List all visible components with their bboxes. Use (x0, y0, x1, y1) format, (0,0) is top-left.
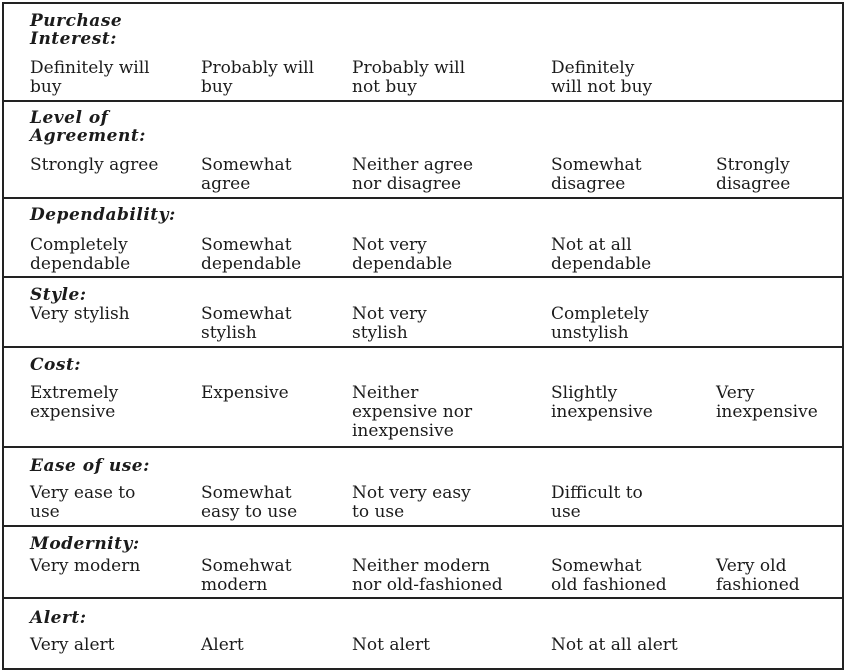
scale-option: Extremely expensive (30, 383, 119, 422)
scale-option: Definitely will buy (30, 58, 150, 97)
scale-option: Not very dependable (352, 235, 453, 274)
scale-option: Completely dependable (30, 235, 131, 274)
scale-option: Very inexpensive (716, 383, 818, 422)
scale-option: Not at all dependable (551, 235, 652, 274)
scale-option: Definitely will not buy (551, 58, 653, 97)
scale-option: Very stylish (30, 304, 130, 324)
scale-option: Difficult to use (551, 483, 643, 522)
scale-option: Slightly inexpensive (551, 383, 653, 422)
section-heading: Purchase Interest: (30, 11, 123, 49)
scale-option: Neither expensive nor inexpensive (352, 383, 473, 441)
section-cost (4, 348, 842, 448)
scale-option: Very ease to use (30, 483, 136, 522)
scale-option: Very modern (30, 556, 141, 576)
scale-option: Neither agree nor disagree (352, 155, 474, 194)
section-alert (4, 599, 842, 670)
scale-option: Not very easy to use (352, 483, 471, 522)
scale-option: Probably will buy (201, 58, 315, 97)
scale-option: Expensive (201, 383, 289, 403)
scale-option: Somewhat agree (201, 155, 292, 194)
scale-option: Probably will not buy (352, 58, 466, 97)
scale-option: Strongly agree (30, 155, 159, 175)
rating-scale-table (2, 2, 844, 670)
scale-option: Strongly disagree (716, 155, 791, 194)
section-heading: Style: (30, 285, 87, 305)
scale-option: Somehwat modern (201, 556, 292, 595)
section-modernity (4, 527, 842, 599)
scale-option: Somewhat easy to use (201, 483, 298, 522)
scale-option: Not at all alert (551, 635, 678, 655)
scale-option: Alert (201, 635, 244, 655)
scale-option: Not very stylish (352, 304, 427, 343)
scale-option: Somewhat old fashioned (551, 556, 667, 595)
section-style (4, 278, 842, 348)
scale-option: Very alert (30, 635, 115, 655)
section-heading: Alert: (30, 608, 87, 628)
scale-option: Not alert (352, 635, 430, 655)
section-heading: Modernity: (30, 534, 140, 554)
scale-option: Somewhat stylish (201, 304, 292, 343)
scale-option: Very old fashioned (716, 556, 800, 595)
section-purchase-interest (4, 4, 842, 102)
section-heading: Level of Agreement: (30, 108, 146, 146)
section-heading: Ease of use: (30, 456, 150, 476)
scale-option: Somewhat disagree (551, 155, 642, 194)
section-ease-of-use (4, 448, 842, 527)
section-dependability (4, 199, 842, 278)
scale-option: Completely unstylish (551, 304, 649, 343)
section-heading: Cost: (30, 355, 82, 375)
scale-option: Neither modern nor old-fashioned (352, 556, 503, 595)
scale-option: Somewhat dependable (201, 235, 302, 274)
section-level-of-agreement (4, 102, 842, 199)
section-heading: Dependability: (30, 205, 176, 225)
